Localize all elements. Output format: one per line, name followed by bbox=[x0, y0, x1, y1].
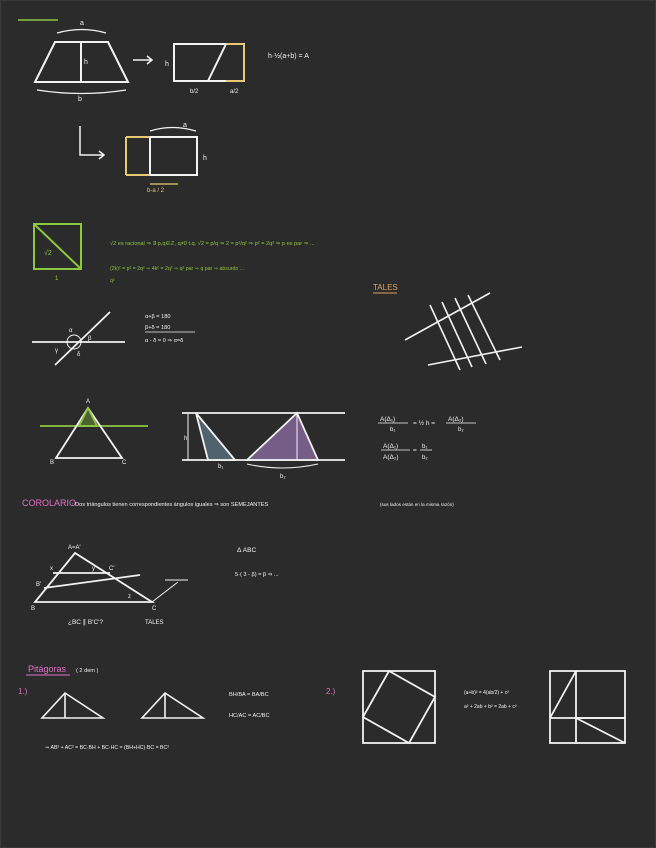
corolario-text: : Dos triángulos tienen correspondientes ángulos iguales ⇒ son SEMEJANTES bbox=[72, 502, 269, 508]
ratio1-right-den: b₂ bbox=[458, 427, 464, 433]
tri2-label-b2: b₂ bbox=[280, 474, 286, 480]
square-bottom-label: 1 bbox=[55, 276, 59, 282]
sim-tri-title: Δ ABC bbox=[237, 547, 257, 554]
ratio1-mid: = ½ h = bbox=[413, 420, 436, 427]
tri-label-B: B bbox=[50, 460, 55, 466]
square-diagonal-label: √2 bbox=[44, 250, 52, 257]
thales-title: TALES bbox=[373, 283, 398, 292]
ratio2-left-den: A(Δ₂) bbox=[383, 454, 399, 461]
sim-label-C: C bbox=[152, 606, 157, 612]
sim-label-top: A=A' bbox=[68, 545, 81, 551]
ratio2-right-den: b₂ bbox=[422, 455, 428, 461]
rect-label-a2: a/2 bbox=[230, 89, 239, 95]
sim-label-y: y bbox=[92, 566, 95, 572]
sim-label-Bp: B' bbox=[36, 582, 42, 588]
sim-label-x: x bbox=[50, 566, 53, 572]
trap-label-h: h bbox=[84, 59, 88, 66]
ratio2-left-num: A(Δ₁) bbox=[383, 443, 399, 450]
pyth-eq1: (a+b)² = 4(ab/2) + c² bbox=[464, 690, 509, 696]
trap-label-b: b bbox=[78, 96, 82, 103]
pyth-frac1: BH/BA = BA/BC bbox=[229, 692, 269, 698]
pyth-eq2: a² + 2ab + b² = 2ab + c² bbox=[464, 704, 517, 710]
sqrt2-proof-line3: q² bbox=[110, 278, 115, 284]
tri-label-A: A bbox=[86, 399, 91, 405]
sim-answer: TALES bbox=[145, 620, 164, 626]
sim-label-B: B bbox=[31, 606, 36, 612]
corolario-note: (sus lados están en la misma razón) bbox=[380, 502, 454, 507]
ratio2-right-num: b₁ bbox=[422, 444, 428, 450]
sim-label-z: z bbox=[128, 594, 131, 600]
area-formula: h·½(a+b) = A bbox=[268, 53, 309, 60]
pitagoras-part1: 1.) bbox=[18, 687, 28, 696]
split-rect-label-h: h bbox=[203, 155, 207, 162]
tri-label-C: C bbox=[122, 460, 127, 466]
angle-alpha: α bbox=[69, 328, 73, 334]
pyth-conclusion: ⇒ AB² + AC² = BC·BH + BC·HC = (BH+HC)·BC = BC² bbox=[45, 745, 169, 751]
tri2-label-b1: b₁ bbox=[218, 464, 224, 470]
trap-label-a: a bbox=[80, 20, 84, 27]
tri2-label-h: h bbox=[184, 436, 188, 442]
angle-eq1: α+β = 180 bbox=[145, 314, 171, 320]
pitagoras-subtitle: ( 2 dem ) bbox=[76, 668, 99, 674]
rect-label-b2: b/2 bbox=[190, 89, 199, 95]
split-rect-label-a: a bbox=[183, 122, 187, 129]
pitagoras-part2: 2.) bbox=[326, 687, 336, 696]
sqrt2-proof-line1: √2 es racional ⇒ ∃ p,q∈ℤ, q≠0 t.q. √2 = p/q ⇒ 2 = p²/q² ⇒ p² = 2q² ⇒ p es par ⇒ ... bbox=[110, 241, 315, 247]
sim-label-Cp: C' bbox=[109, 566, 115, 572]
angle-beta: β bbox=[88, 336, 92, 342]
rect-label-h: h bbox=[165, 61, 169, 68]
sim-equation: 5·( 3 - β) = β ⇒ ... bbox=[235, 572, 279, 578]
angle-eq2: β+δ = 180 bbox=[145, 325, 171, 331]
sqrt2-proof-line2: (2k)² = p² = 2q² ⇒ 4k² = 2q² ⇒ q² par ⇒ q par ⇒ absurdo ... bbox=[110, 266, 245, 272]
ratio1-left-den: b₁ bbox=[390, 427, 396, 433]
pitagoras-title: Pitágoras bbox=[28, 664, 67, 674]
corolario-title: COROLARIO bbox=[22, 498, 77, 508]
ratio1-right-num: A(Δ₂) bbox=[448, 416, 464, 423]
ratio1-left-num: A(Δ₁) bbox=[380, 416, 396, 423]
split-rect-label-under: b-a / 2 bbox=[147, 188, 165, 194]
angle-delta: δ bbox=[77, 352, 81, 358]
angle-gamma: γ bbox=[55, 348, 58, 354]
pyth-frac2: HC/AC = AC/BC bbox=[229, 713, 270, 719]
angle-eq3: α - δ = 0 ⇒ α=δ bbox=[145, 338, 184, 344]
ratio2-equals: = bbox=[413, 447, 417, 454]
sim-question: ¿BC ∥ B'C'? bbox=[68, 619, 103, 626]
